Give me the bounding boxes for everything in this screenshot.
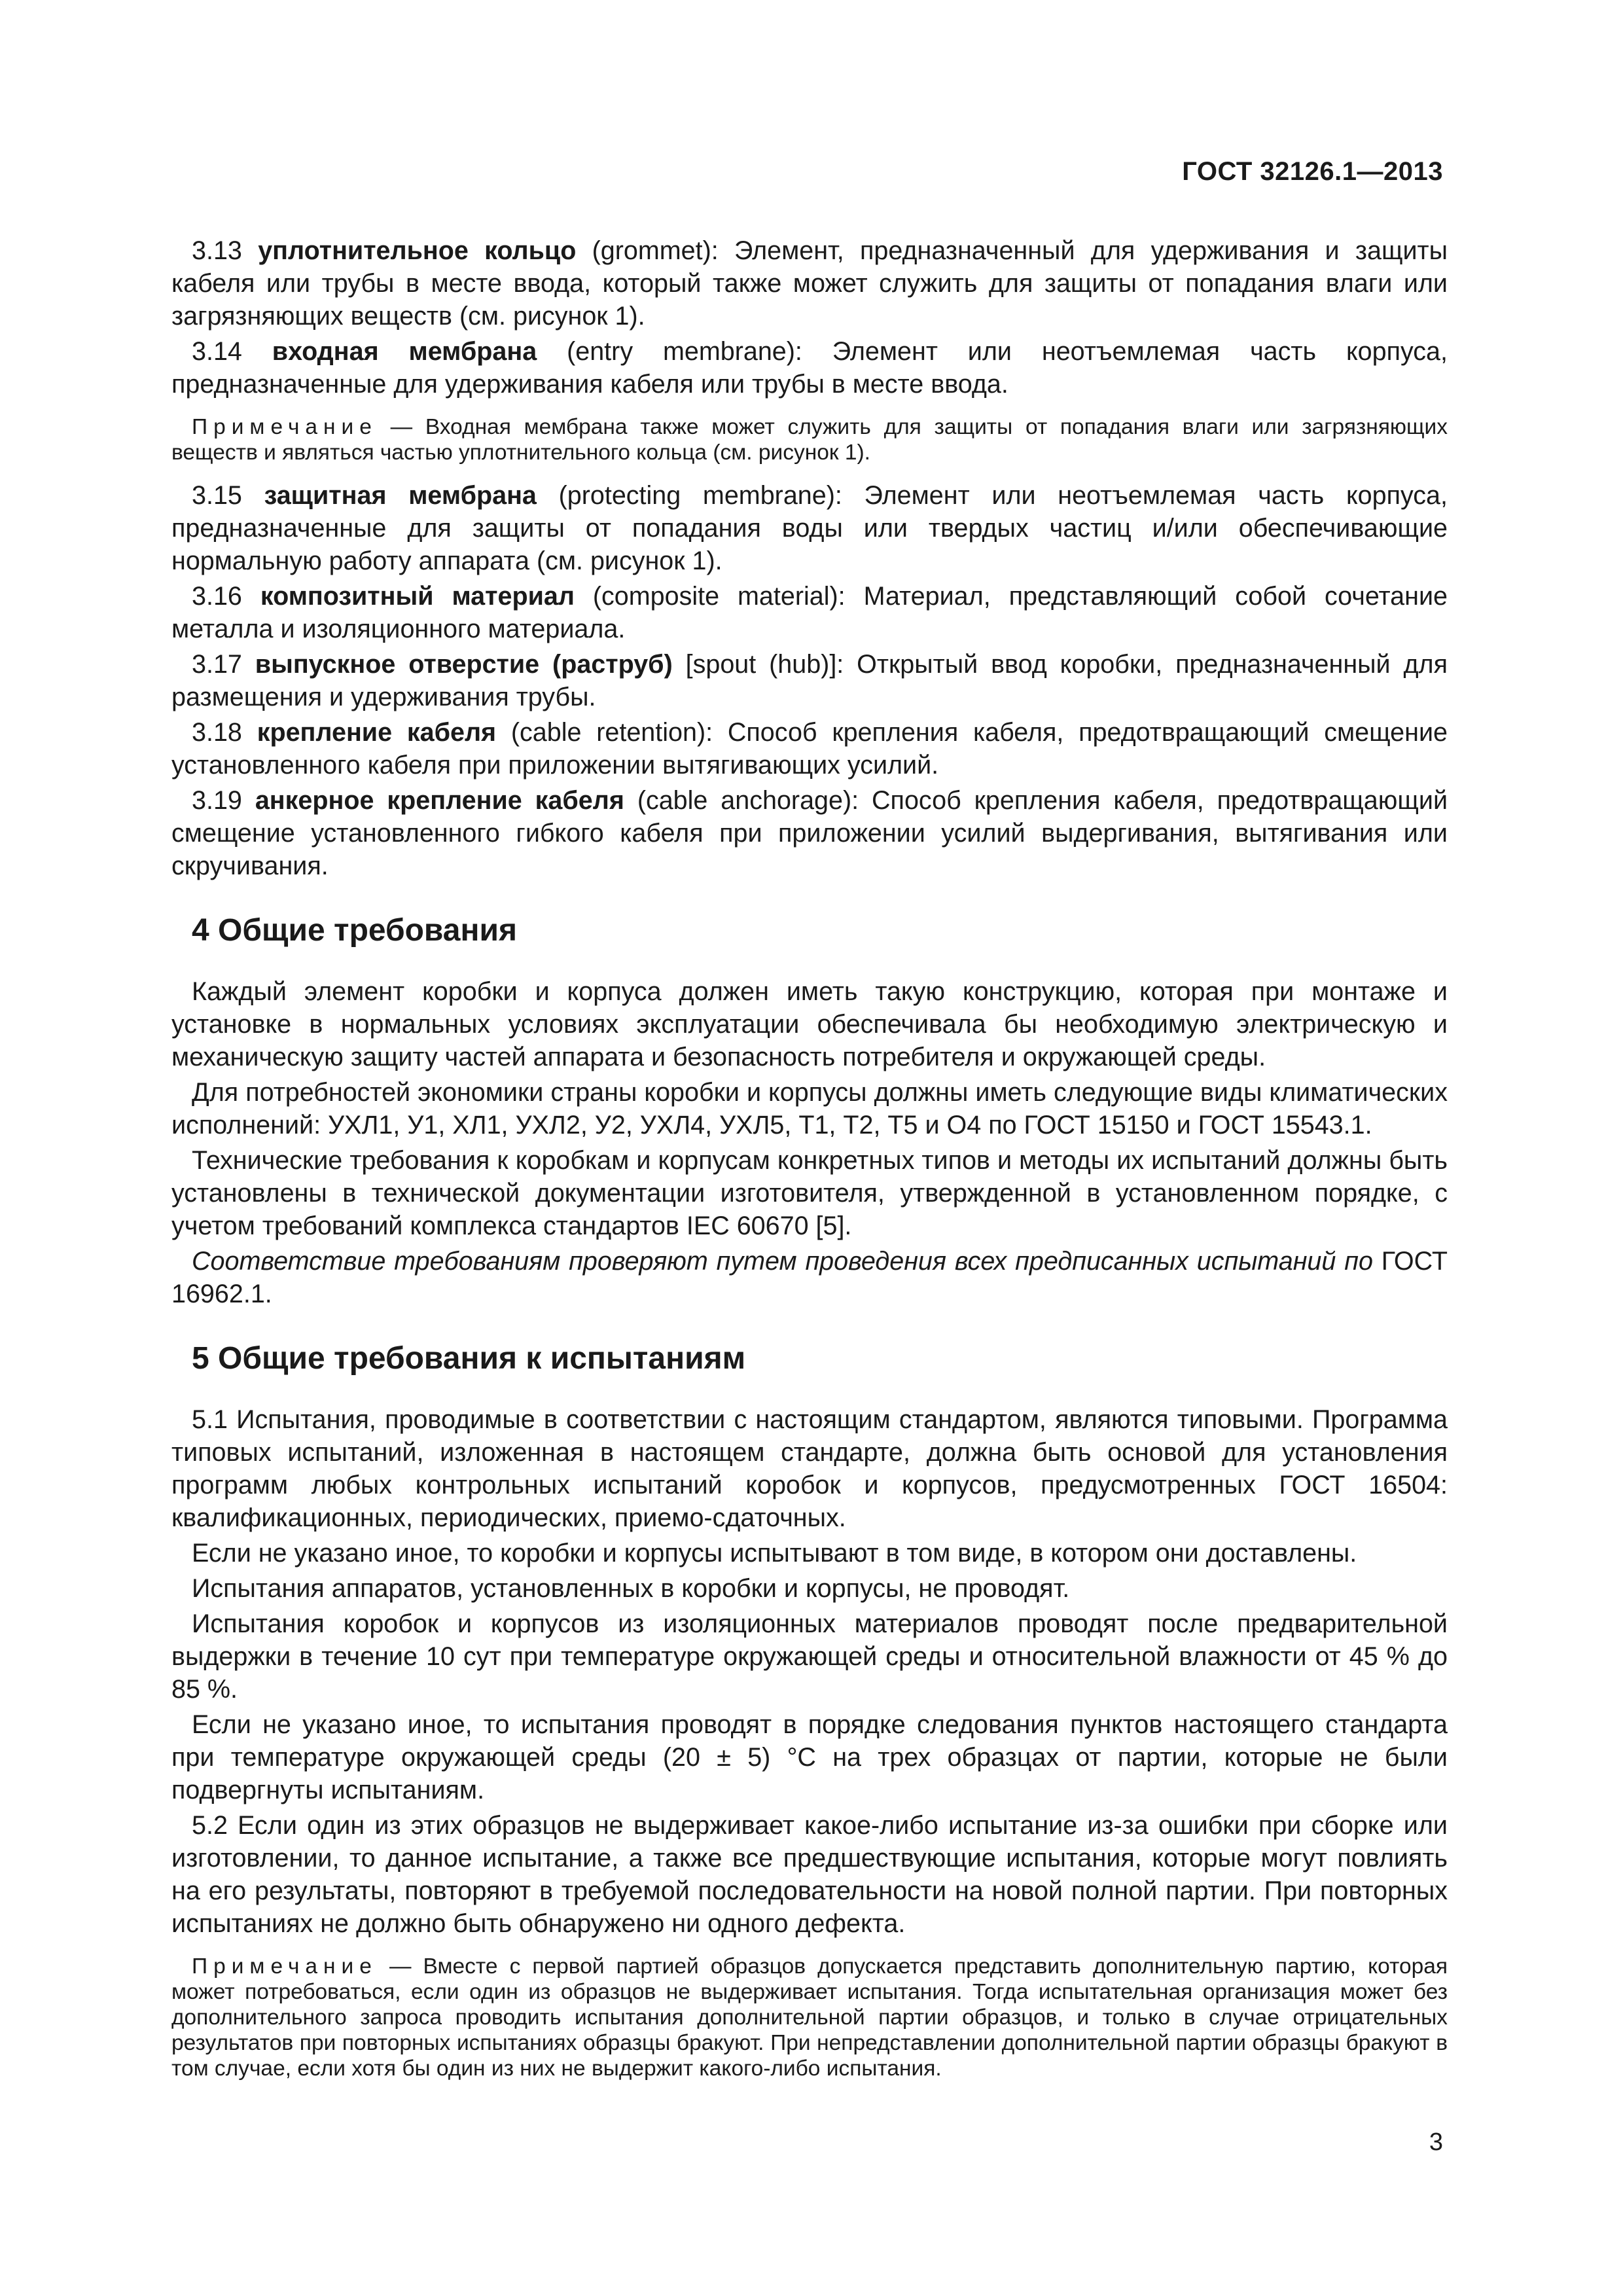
compliance-reference: ГОСТ 16962.1. (171, 1247, 1448, 1308)
section-4-heading: 4 Общие требования (192, 913, 517, 948)
document-id-header: ГОСТ 32126.1—2013 (1182, 157, 1443, 186)
note-extra-batch (171, 1954, 1448, 2081)
clause-number: 3.15 (192, 481, 242, 510)
clause-3-13 (171, 234, 1448, 332)
section-4-paragraph: Каждый элемент коробки и корпуса должен иметь такую конструкцию, которая при монтаже и установке в нормальных условиях эксплуатации обеспечивала бы необходимую электрическую и механическую защиту частей аппарата и безопасность потребителя и окружающей среды. (171, 977, 1448, 1071)
note-text: — Входная мембрана также может служить для защиты от попадания влаги или загрязняющих веществ и являться частью уплотнительного кольца (см. рисунок 1). (171, 415, 1448, 465)
clause-text: (cable anchorage): Способ крепления кабеля, предотвращающий смещение установленного гибкого кабеля при приложении усилий выдергивания, вытягивания или скручивания. (171, 786, 1448, 880)
clause-3-18 (171, 716, 1448, 781)
note-lead: Примечание (192, 1954, 378, 1979)
section-5-paragraph: 5.2 Если один из этих образцов не выдерживает какое-либо испытание из-за ошибки при сборке или изготовлении, то данное испытание, а также все предшествующие испытания, которые могут повлиять на его результаты, повторяют в требуемой последовательности на новой полной партии. При повторных испытаниях не должно быть обнаружено ни одного дефекта. (171, 1811, 1448, 1938)
page-content (171, 234, 1448, 2095)
clause-text: (cable retention): Способ крепления кабеля, предотвращающий смещение установленного кабеля при приложении вытягивающих усилий. (171, 718, 1448, 780)
clause-number: 3.19 (192, 786, 242, 815)
section-4-paragraph: Технические требования к коробкам и корпусам конкретных типов и методы их испытаний должны быть установлены в технической документации изготовителя, утвержденной в установленном порядке, с учетом требований комплекса стандартов IEC 60670 [5]. (171, 1146, 1448, 1240)
section-5-heading: 5 Общие требования к испытаниям (192, 1341, 746, 1376)
section-5-paragraph: Если не указано иное, то испытания проводят в порядке следования пунктов настоящего стандарта при температуре окружающей среды (20 ± 5) °С на трех образцах от партии, которые не были подвергнуты испытаниям. (171, 1710, 1448, 1804)
note-text: — Вместе с первой партией образцов допускается представить дополнительную партию, которая может потребоваться, если один из образцов не выдерживает испытания. Тогда испытательная организация может без дополнительного запроса проводить испытания дополнительной партии образцов, и только в случае отрицательных результатов при повторных испытаниях образцы бракуют. При непредставлении дополнительной партии образцы бракуют в том случае, если хотя бы один из них не выдержит какого-либо испытания. (171, 1954, 1448, 2081)
clause-term: входная мембрана (272, 337, 537, 366)
section-5-paragraph: Испытания аппаратов, установленных в коробки и корпусы, не проводят. (192, 1574, 1070, 1603)
section-5-paragraph: Испытания коробок и корпусов из изоляционных материалов проводят после предварительной выдержки в течение 10 сут при температуре окружающей среды и относительной влажности от 45 % до 85 %. (171, 1609, 1448, 1704)
clause-text: [spout (hub)]: Открытый ввод коробки, предназначенный для размещения и удерживания трубы. (171, 650, 1448, 711)
clause-text: (protecting membrane): Элемент или неотъемлемая часть корпуса, предназначенные для защиты от попадания воды или твердых частиц и/или обеспечивающие нормальную работу аппарата (см. рисунок 1). (171, 481, 1448, 575)
note-entry-membrane (171, 414, 1448, 465)
note-lead: Примечание (192, 415, 378, 439)
clause-term: композитный материал (260, 582, 575, 611)
compliance-text: Соответствие требованиям проверяют путем проведения всех предписанных испытаний по (192, 1247, 1373, 1276)
page-number: 3 (1429, 2128, 1443, 2156)
clause-3-17 (171, 648, 1448, 713)
clause-term: выпускное отверстие (раструб) (255, 650, 673, 679)
section-5-paragraph: 5.1 Испытания, проводимые в соответствии с настоящим стандартом, являются типовыми. Программа типовых испытаний, изложенная в настоящем стандарте, должна быть основой для установления программ любых контрольных испытаний коробок и корпусов, предусмотренных ГОСТ 16504: квалификационных, периодических, приемо-сдаточных. (171, 1405, 1448, 1532)
section-4-paragraph: Для потребностей экономики страны коробки и корпусы должны иметь следующие виды климатических исполнений: УХЛ1, У1, ХЛ1, УХЛ2, У2, УХЛ4, УХЛ5, Т1, Т2, Т5 и О4 по ГОСТ 15150 и ГОСТ 15543.1. (171, 1078, 1448, 1139)
clause-text: (grommet): Элемент, предназначенный для удерживания и защиты кабеля или трубы в месте ввода, который также может служить для защиты от попадания влаги или загрязняющих веществ (см. рисунок 1). (171, 236, 1448, 331)
clause-number: 3.14 (192, 337, 242, 366)
clause-3-15 (171, 479, 1448, 577)
clause-3-14 (171, 335, 1448, 401)
section-5-paragraph: Если не указано иное, то коробки и корпусы испытывают в том виде, в котором они доставлены. (192, 1539, 1357, 1568)
clause-term: защитная мембрана (264, 481, 537, 510)
clause-number: 3.17 (192, 650, 242, 679)
clause-3-19 (171, 784, 1448, 882)
clause-term: уплотнительное кольцо (258, 236, 577, 265)
clause-term: анкерное крепление кабеля (255, 786, 624, 815)
clause-number: 3.13 (192, 236, 242, 265)
clause-term: крепление кабеля (257, 718, 497, 747)
clause-text: (composite material): Материал, представляющий собой сочетание металла и изоляционного материала. (171, 582, 1448, 643)
section-4-compliance (171, 1245, 1448, 1310)
clause-number: 3.18 (192, 718, 242, 747)
clause-3-16 (171, 580, 1448, 645)
clause-text: (entry membrane): Элемент или неотъемлемая часть корпуса, предназначенные для удерживания кабеля или трубы в месте ввода. (171, 337, 1448, 399)
clause-number: 3.16 (192, 582, 242, 611)
